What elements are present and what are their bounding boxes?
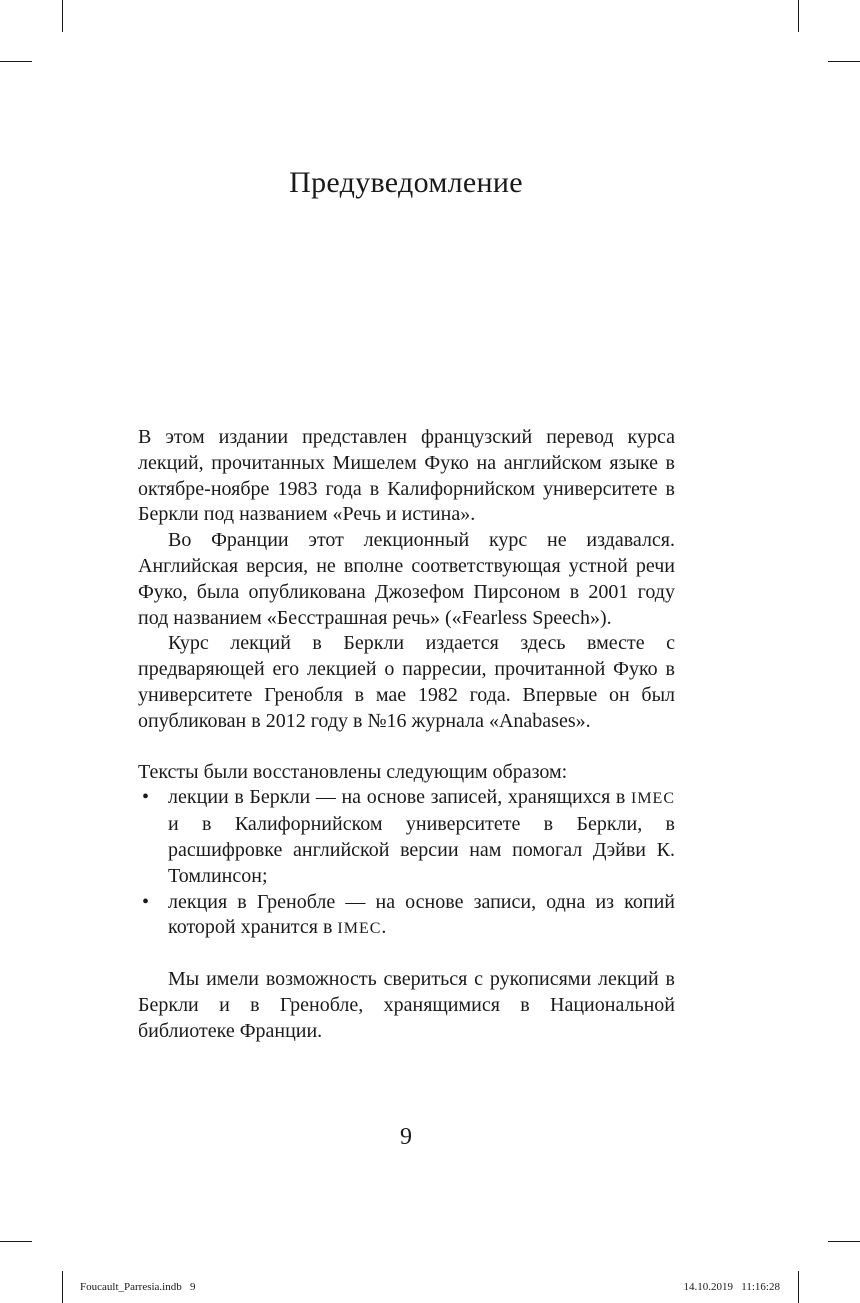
crop-mark-bottom-right	[798, 1271, 799, 1303]
bullet-marker: •	[142, 890, 150, 913]
bullet-text: и в Калифорнийском университете в Беркли, в расшифровке английской версии нам помогал Дэйви К. Томлинсон;	[168, 813, 675, 887]
page-title: Предуведомление	[289, 166, 523, 199]
page-number: 9	[400, 1124, 412, 1150]
paragraph-closing: Мы имели возможность свериться с рукописями лекций в Беркли и в Гренобле, хранящимися в Национальной библиотеке Франции.	[138, 968, 675, 1042]
bullet-marker: •	[142, 786, 150, 809]
crop-mark-top-right	[798, 0, 799, 32]
bullet-acronym: IMEC	[337, 920, 382, 938]
bullet-item-grenoble	[138, 890, 675, 943]
bullet-item-berkeley	[138, 785, 675, 889]
body-text	[138, 425, 675, 1045]
crop-mark-top-left	[62, 0, 63, 32]
paragraph-3: Курс лекций в Беркли издается здесь вместе с предваряющей его лекцией о парресии, прочитанной Фуко в университете Гренобля в мае 1982 года. Впервые он был опубликован в 2012 году в №16 журнала «Anabases».	[138, 632, 675, 732]
paragraph-2: Во Франции этот лекционный курс не издавался. Английская версия, не вполне соответствующая устной речи Фуко, была опубликована Джозефом Пирсоном в 2001 году под названием «Бесстрашная речь» («Fearless Speech»).	[138, 529, 675, 629]
paragraph-4: Тексты были восстановлены следующим образом:	[138, 760, 568, 783]
print-slug-datetime: 14.10.2019 11:16:28	[683, 1281, 780, 1293]
print-slug-file: Foucault_Parresia.indb 9	[80, 1281, 196, 1293]
bullet-text: лекция в Гренобле — на основе записи, одна из копий которой хранится в	[168, 890, 675, 939]
crop-mark-left-bottom	[0, 1241, 32, 1242]
crop-mark-left-top	[0, 61, 32, 62]
crop-mark-bottom-left	[62, 1271, 63, 1303]
bullet-list	[138, 785, 675, 942]
bullet-text: .	[381, 916, 387, 939]
crop-mark-right-bottom	[828, 1241, 860, 1242]
bullet-text: лекции в Беркли — на основе записей, хранящихся в	[168, 786, 631, 809]
crop-mark-right-top	[828, 61, 860, 62]
paragraph-1: В этом издании представлен французский перевод курса лекций, прочитанных Мишелем Фуко на английском языке в октябре-ноябре 1983 года в Калифорнийском университете в Беркли под названием «Речь и истина».	[138, 426, 675, 526]
bullet-acronym: IMEC	[631, 790, 675, 808]
